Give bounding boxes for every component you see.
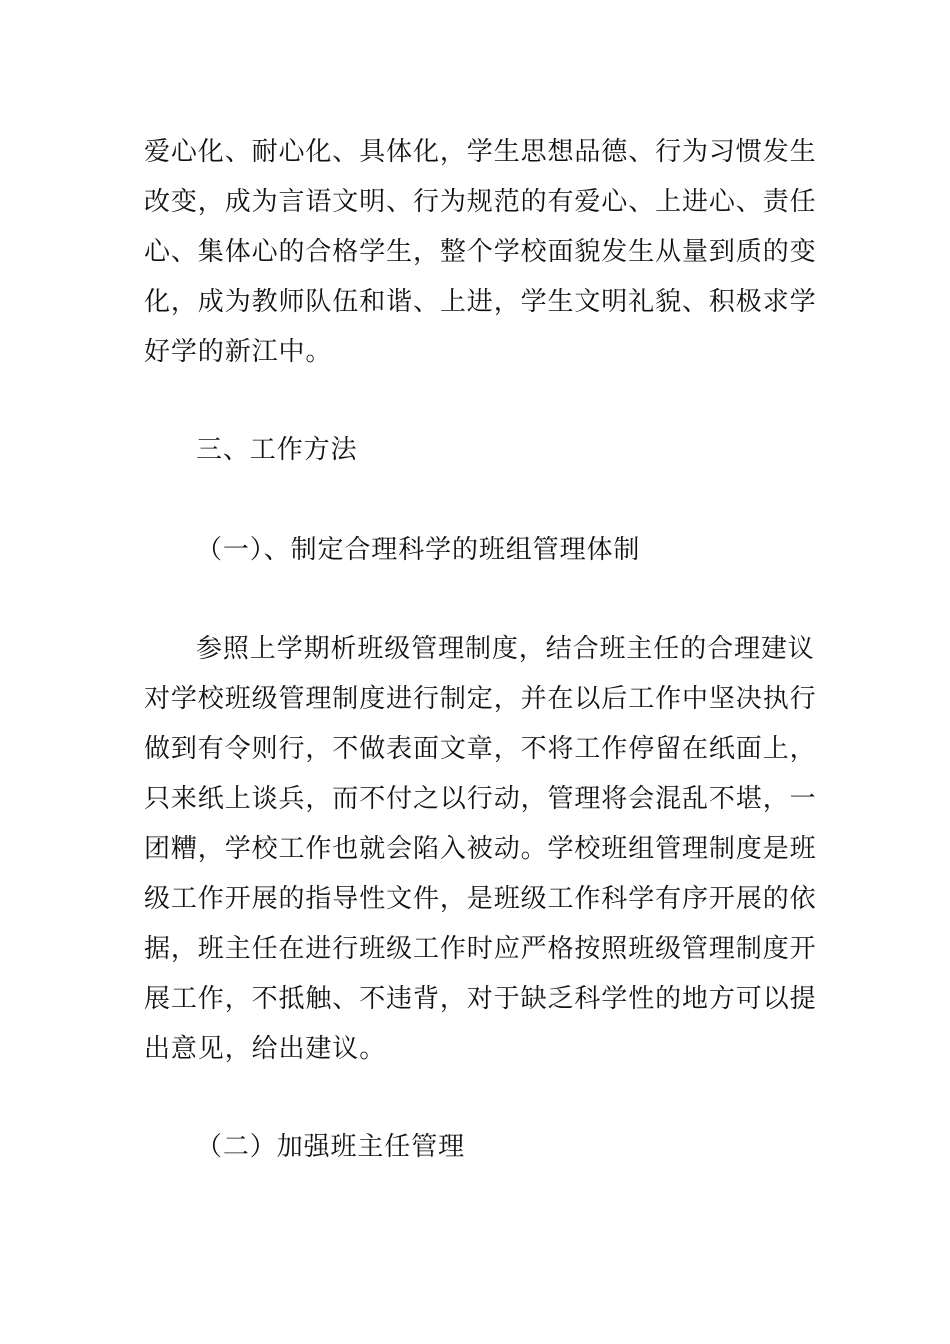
paragraph-line: 好学的新江中。 xyxy=(144,337,333,367)
subheading: （一）、制定合理科学的班组管理体制 xyxy=(196,535,641,565)
paragraph-line: 据，班主任在进行班级工作时应严格按照班级管理制度开 xyxy=(144,934,817,964)
paragraph-line: 团糟，学校工作也就会陷入被动。学校班组管理制度是班 xyxy=(144,834,817,864)
paragraph-line: 心、集体心的合格学生，整个学校面貌发生从量到质的变 xyxy=(144,237,817,267)
paragraph-line: 只来纸上谈兵，而不付之以行动，管理将会混乱不堪，一 xyxy=(144,784,817,814)
paragraph-line: 参照上学期析班级管理制度，结合班主任的合理建议 xyxy=(196,634,815,664)
subheading: （二）加强班主任管理 xyxy=(196,1132,466,1162)
paragraph-line: 改变，成为言语文明、行为规范的有爱心、上进心、责任 xyxy=(144,187,817,217)
paragraph-line: 化，成为教师队伍和谐、上进，学生文明礼貌、积极求学 xyxy=(144,287,817,317)
paragraph-line: 做到有令则行，不做表面文章，不将工作停留在纸面上， xyxy=(144,734,817,764)
section-heading: 三、工作方法 xyxy=(196,435,358,465)
paragraph-line: 对学校班级管理制度进行制定，并在以后工作中坚决执行 xyxy=(144,684,817,714)
paragraph-line: 出意见，给出建议。 xyxy=(144,1034,387,1064)
paragraph-line: 级工作开展的指导性文件，是班级工作科学有序开展的依 xyxy=(144,884,817,914)
paragraph-line: 展工作，不抵触、不违背，对于缺乏科学性的地方可以提 xyxy=(144,984,817,1014)
paragraph-line: 爱心化、耐心化、具体化，学生思想品德、行为习惯发生 xyxy=(144,137,817,167)
